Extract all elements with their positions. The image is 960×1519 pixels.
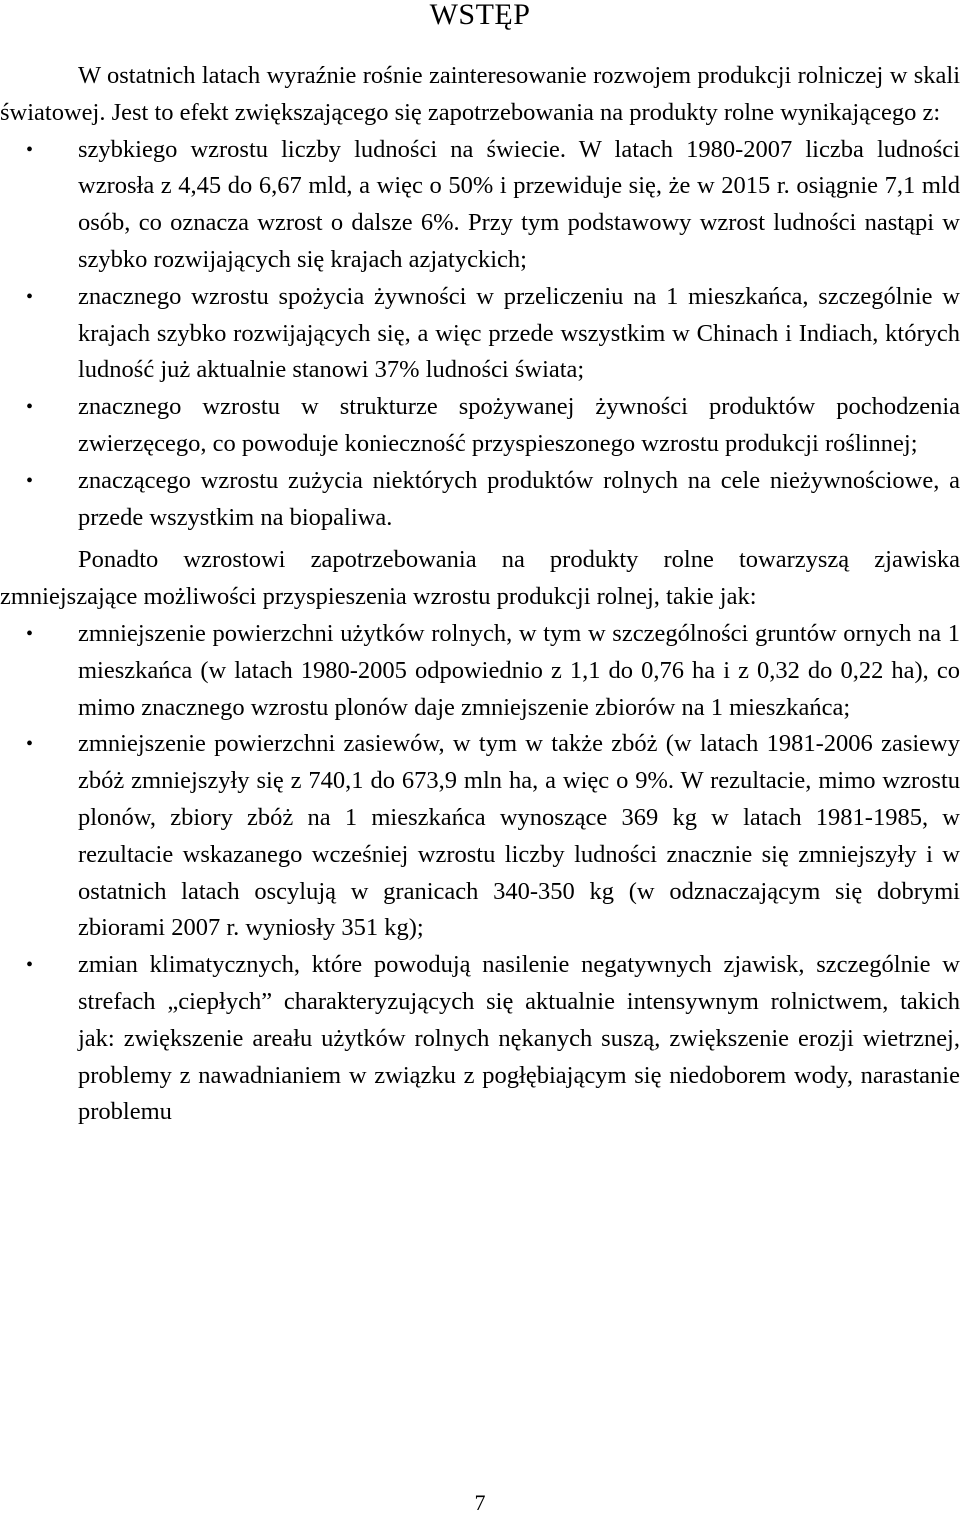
list-item-text: zmian klimatycznych, które powodują nasilenie negatywnych zjawisk, szczególnie w strefach „ciepłych” charakteryzujących się aktualnie intensywnym rolnictwem, takich jak: zwiększenie areału użytków rolnych nękanych suszą, zwiększenie erozji wietrznej, problemy z nawadnianiem w związku z pogłębiającym się niedoborem wody, narastanie problemu [78,951,960,1126]
body-text [0,58,960,1131]
list-item [0,132,960,279]
intro-paragraph: W ostatnich latach wyraźnie rośnie zainteresowanie rozwojem produkcji rolniczej w skali światowej. Jest to efekt zwiększającego się zapotrzebowania na produkty rolne wynikającego z: [0,62,960,126]
bullet-icon: • [26,285,34,308]
limiting-factors-list [0,616,960,1131]
list-item [0,726,960,947]
list-item-text: znacznego wzrostu spożycia żywności w przeliczeniu na 1 mieszkańca, szczególnie w krajach szybko rozwijających się, a więc przede wszystkim w Chinach i Indiach, których ludność już aktualnie stanowi 37% ludności świata; [78,282,960,384]
section-title: WSTĘP [429,0,531,31]
list-item [0,389,960,463]
bullet-icon: • [26,138,34,161]
list-item-text: znaczącego wzrostu zużycia niektórych produktów rolnych na cele nieżywnościowe, a przede wszystkim na biopaliwa. [78,466,960,531]
list-item [0,463,960,537]
list-item-text: zmniejszenie powierzchni zasiewów, w tym w także zbóż (w latach 1981-2006 zasiewy zbóż zmniejszyły się z 740,1 do 673,9 mln ha, a więc o 9%. W rezultacie, mimo wzrostu plonów, zbiory zbóż na 1 mieszkańca wynoszące 369 kg w latach 1981-1985, w rezultacie wskazanego wcześniej wzrostu liczby ludności znacznie się zmniejszyły i w ostatnich latach oscylują w granicach 340-350 kg (w odznaczającym się dobrymi zbiorami 2007 r. wyniosły 351 kg); [78,730,960,942]
bullet-icon: • [26,954,34,977]
list-item-text: szybkiego wzrostu liczby ludności na świecie. W latach 1980-2007 liczba ludności wzrosła z 4,45 do 6,67 mld, a więc o 50% i przewiduje się, że w 2015 r. osiągnie 7,1 mld osób, co oznacza wzrost o dalsze 6%. Przy tym podstawowy wzrost ludności nastąpi w szybko rozwijających się krajach azjatyckich; [78,135,960,273]
list-item [0,947,960,1131]
list-item [0,616,960,726]
bullet-icon: • [26,396,34,419]
list-item-text: zmniejszenie powierzchni użytków rolnych, w tym w szczególności gruntów ornych na 1 mieszkańca (w latach 1980-2005 odpowiednio z 1,1 do 0,76 ha i z 0,32 do 0,22 ha), co mimo znacznego wzrostu plonów daje zmniejszenie zbiorów na 1 mieszkańca; [78,619,960,721]
bullet-icon: • [26,469,34,492]
bullet-icon: • [26,733,34,756]
page-number: 7 [474,1490,486,1515]
demand-factors-list [0,132,960,537]
bullet-icon: • [26,622,34,645]
list-item [0,279,960,389]
list-item-text: znacznego wzrostu w strukturze spożywanej żywności produktów pochodzenia zwierzęcego, co powoduje konieczność przyspieszonego wzrostu produkcji roślinnej; [78,393,960,457]
second-paragraph: Ponadto wzrostowi zapotrzebowania na produkty rolne towarzyszą zjawiska zmniejszające możliwości przyspieszenia wzrostu produkcji rolnej, takie jak: [0,546,960,611]
